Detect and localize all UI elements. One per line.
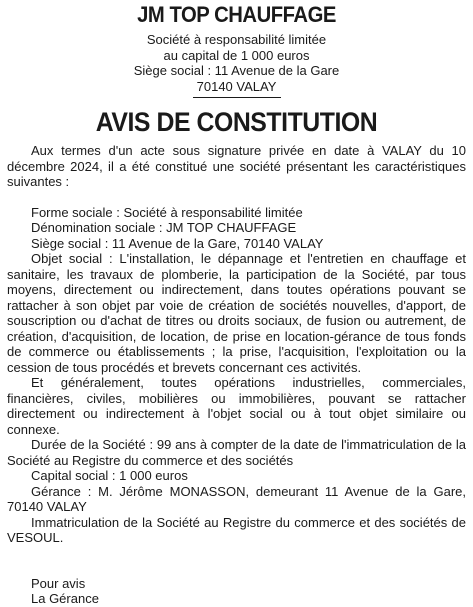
company-name: JM TOP CHAUFFAGE — [137, 2, 336, 27]
notice-fields — [7, 205, 466, 546]
company-legal-form: Société à responsabilité limitée — [146, 32, 327, 47]
company-postal-city: 70140 VALAY — [196, 78, 277, 94]
field-duree: Durée de la Société : 99 ans à compter de la date de l'immatriculation de la Société au Registre du commerce et des sociétés — [7, 437, 466, 468]
closing-pour-avis: Pour avis — [31, 575, 86, 591]
field-immatriculation: Immatriculation de la Société au Registre du commerce et des sociétés de VESOUL. — [7, 514, 466, 545]
field-denomination: Dénomination sociale : JM TOP CHAUFFAGE — [31, 220, 297, 235]
notice-title: AVIS DE CONSTITUTION — [95, 107, 378, 137]
field-objet: Objet social : L'installation, le dépannage et l'entretien en chauffage et sanitaire, les travaux de plomberie, la participation de la Société, par tous moyens, directement ou indirectement, dans toutes opérations pouvant se rattacher à son objet par voie de création de sociétés nouvelles, d'apport, de souscription ou d'achat de titres ou droits sociaux, de fusion ou autrement, de création, d'acquisition, de location, de prise en location-gérance de tous fonds de commerce ou établissements ; la prise, l'acquisition, l'exploitation ou la cession de tous procédés et brevets concernant ces activités. — [7, 251, 466, 375]
company-info — [7, 32, 466, 94]
notice-intro: Aux termes d'un acte sous signature privée en date à VALAY du 10 décembre 2024, il a été constitué une société présentant les caractéristiques suivantes : — [7, 143, 466, 189]
notice-body — [7, 143, 466, 546]
field-general: Et généralement, toutes opérations industrielles, commerciales, financières, civiles, mobilières ou immobilières, pouvant se rattacher directement ou indirectement à l'objet social ou à tout objet similaire ou connexe. — [7, 375, 466, 437]
company-address: Siège social : 11 Avenue de la Gare — [133, 63, 340, 78]
divider — [193, 97, 281, 98]
field-siege: Siège social : 11 Avenue de la Gare, 70140 VALAY — [31, 235, 324, 251]
field-forme: Forme sociale : Société à responsabilité limitée — [31, 204, 303, 220]
closing-signature: La Gérance — [31, 591, 99, 606]
company-capital: au capital de 1 000 euros — [163, 47, 310, 63]
field-capital: Capital social : 1 000 euros — [31, 468, 188, 483]
closing — [7, 576, 466, 607]
field-gerance: Gérance : M. Jérôme MONASSON, demeurant 11 Avenue de la Gare, 70140 VALAY — [7, 483, 466, 514]
